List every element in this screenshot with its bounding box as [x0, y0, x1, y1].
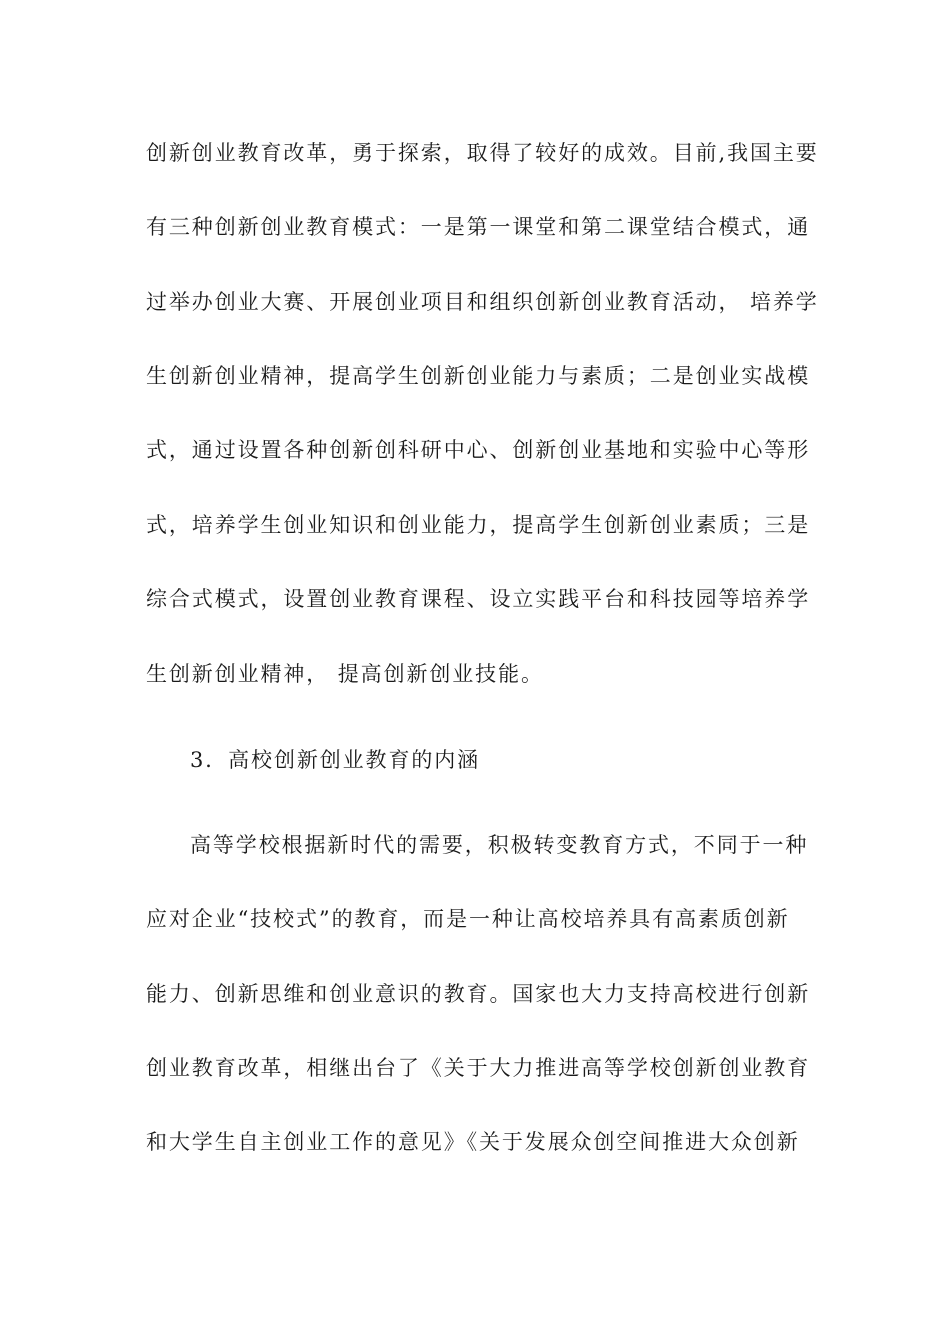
paragraph-1-line-8: 生创新创业精神， 提高创新创业技能。 — [146, 662, 544, 686]
paragraph-1-line-2: 有三种创新创业教育模式：一是第一课堂和第二课堂结合模式，通 — [146, 215, 811, 239]
paragraph-1-line-7: 综合式模式，设置创业教育课程、设立实践平台和科技园等培养学 — [146, 587, 811, 611]
paragraph-1-line-1: 创新创业教育改革，勇于探索，取得了较好的成效。目前,我国主要 — [146, 141, 819, 165]
paragraph-2-line-5: 和大学生自主创业工作的意见》《关于发展众创空间推进大众创新 — [146, 1130, 800, 1154]
paragraph-2-line-2: 应对企业“技校式”的教育，而是一种让高校培养具有高素质创新 — [146, 907, 790, 931]
paragraph-2-line-4: 创业教育改革，相继出台了《关于大力推进高等学校创新创业教育 — [146, 1056, 811, 1080]
paragraph-1-line-6: 式，培养学生创业知识和创业能力，提高学生创新创业素质；三是 — [146, 513, 811, 537]
section-heading: 3．高校创新创业教育的内涵 — [190, 748, 481, 772]
paragraph-2-line-3: 能力、创新思维和创业意识的教育。国家也大力支持高校进行创新 — [146, 982, 811, 1006]
paragraph-2-line-1: 高等学校根据新时代的需要，积极转变教育方式，不同于一种 — [190, 833, 809, 857]
paragraph-1-line-3: 过举办创业大赛、开展创业项目和组织创新创业教育活动， 培养学 — [146, 290, 819, 314]
paragraph-1-line-4: 生创新创业精神，提高学生创新创业能力与素质；二是创业实战模 — [146, 364, 811, 388]
paragraph-1-line-5: 式，通过设置各种创新创科研中心、创新创业基地和实验中心等形 — [146, 438, 811, 462]
